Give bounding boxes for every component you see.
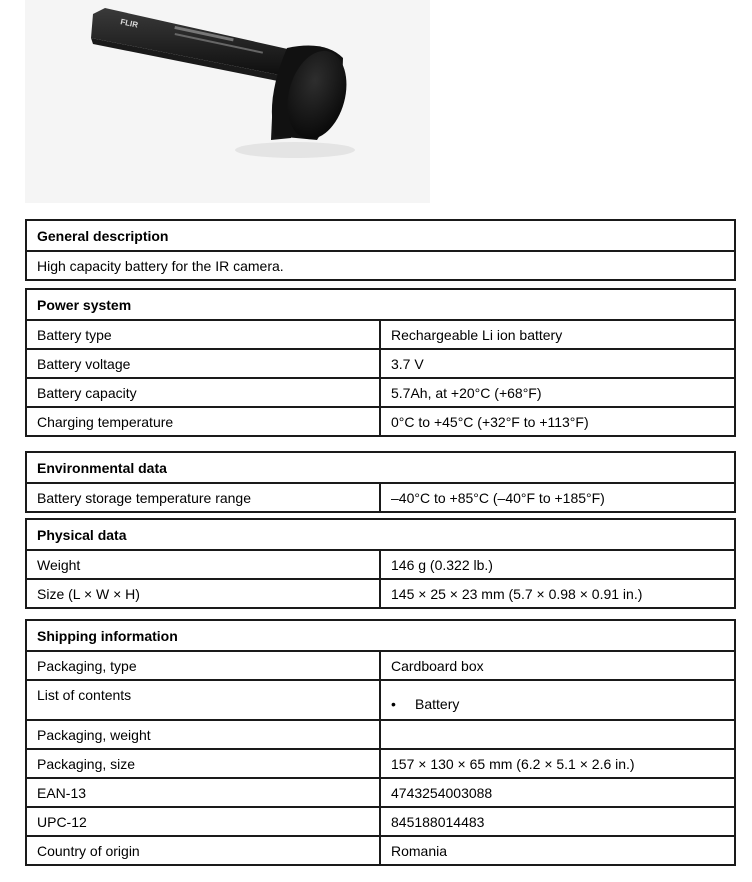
table-row <box>26 378 735 407</box>
row-label: Battery storage temperature range <box>26 483 380 512</box>
table-row <box>26 836 735 865</box>
contents-list <box>380 680 735 720</box>
row-value: 5.7Ah, at +20°C (+68°F) <box>380 378 735 407</box>
row-label: List of contents <box>26 680 380 720</box>
table-row <box>26 407 735 436</box>
bullet-icon: • <box>391 696 396 712</box>
table-row <box>26 720 735 749</box>
row-label: Packaging, type <box>26 651 380 680</box>
row-label: Packaging, weight <box>26 720 380 749</box>
physical-data-table <box>25 518 736 609</box>
list-item-text: Battery <box>415 696 460 712</box>
table-row <box>26 680 735 720</box>
row-value: 0°C to +45°C (+32°F to +113°F) <box>380 407 735 436</box>
row-value: 4743254003088 <box>380 778 735 807</box>
list-item <box>391 695 724 713</box>
row-value: 3.7 V <box>380 349 735 378</box>
battery-photo <box>25 0 430 203</box>
logo-text: FLIR <box>119 17 139 30</box>
row-value: Cardboard box <box>380 651 735 680</box>
row-label: Size (L × W × H) <box>26 579 380 608</box>
section-heading: Shipping information <box>26 620 735 651</box>
row-label: Charging temperature <box>26 407 380 436</box>
row-value: –40°C to +85°C (–40°F to +185°F) <box>380 483 735 512</box>
section-heading: Environmental data <box>26 452 735 483</box>
table-row <box>26 550 735 579</box>
table-row <box>26 483 735 512</box>
row-value: 145 × 25 × 23 mm (5.7 × 0.98 × 0.91 in.) <box>380 579 735 608</box>
row-label: UPC-12 <box>26 807 380 836</box>
table-row <box>26 807 735 836</box>
section-heading: Power system <box>26 289 735 320</box>
section-heading: Physical data <box>26 519 735 550</box>
row-label: Packaging, size <box>26 749 380 778</box>
row-value: Rechargeable Li ion battery <box>380 320 735 349</box>
row-label: Battery voltage <box>26 349 380 378</box>
row-label: EAN-13 <box>26 778 380 807</box>
section-heading: General description <box>26 220 735 251</box>
table-row <box>26 651 735 680</box>
general-description-text: High capacity battery for the IR camera. <box>26 251 735 280</box>
table-row <box>26 320 735 349</box>
power-system-table <box>25 288 736 437</box>
row-value: 157 × 130 × 65 mm (6.2 × 5.1 × 2.6 in.) <box>380 749 735 778</box>
row-value <box>380 720 735 749</box>
shipping-information-table <box>25 619 736 866</box>
table-row <box>26 778 735 807</box>
table-row <box>26 579 735 608</box>
battery-icon <box>25 0 430 203</box>
row-value: Romania <box>380 836 735 865</box>
row-label: Weight <box>26 550 380 579</box>
table-row <box>26 349 735 378</box>
row-value: 845188014483 <box>380 807 735 836</box>
environmental-data-table <box>25 451 736 513</box>
general-description-table <box>25 219 736 281</box>
row-label: Country of origin <box>26 836 380 865</box>
table-row <box>26 749 735 778</box>
row-value: 146 g (0.322 lb.) <box>380 550 735 579</box>
row-label: Battery capacity <box>26 378 380 407</box>
row-label: Battery type <box>26 320 380 349</box>
